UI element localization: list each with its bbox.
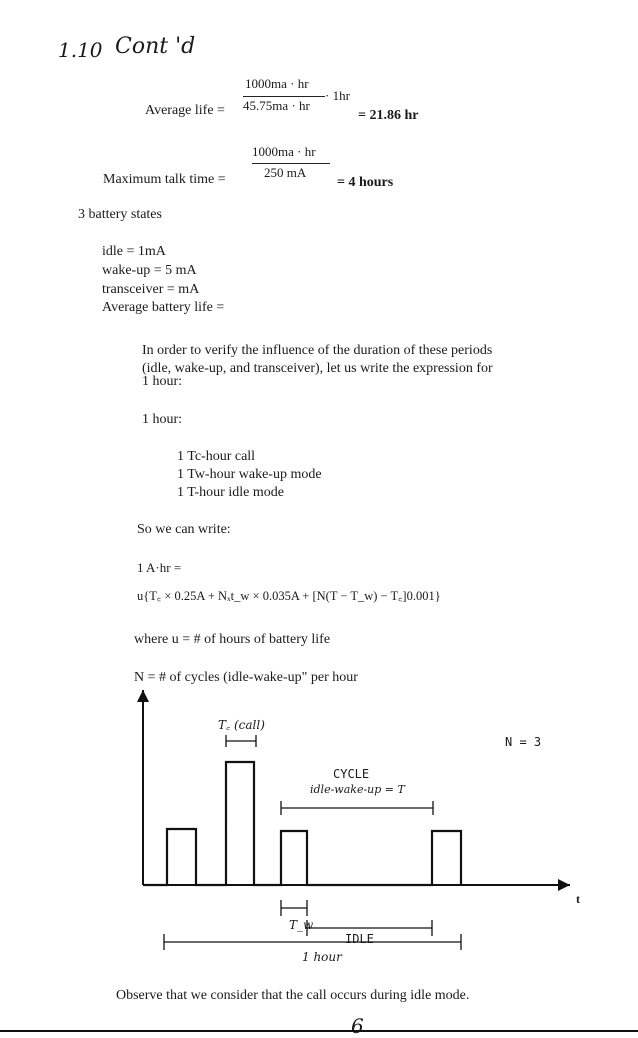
state-transceiver: transceiver = mA [102,282,200,297]
where-n-definition: N = # of cycles (idle-wake-up" per hour [134,670,358,685]
average-life-label: Average life = [145,103,225,118]
paragraph-line-1: In order to verify the influence of the duration of these periods [142,343,493,358]
section-number: 1.10 [58,38,103,62]
average-life-multiplier: · 1hr [325,88,350,103]
expression-rhs: u{T꜀ × 0.25A + Nₓt_w × 0.035A + [N(T − T_w) − T꜀]0.001} [137,589,441,603]
talk-time-result: = 4 hours [337,175,394,190]
expression-lhs: 1 A·hr = [137,560,182,575]
time-axis-label: t [576,892,580,906]
hour-span-label: 1 hour [302,950,342,964]
observation-text: Observe that we consider that the call occurs during idle mode. [116,988,470,1003]
average-life-numerator: 1000ma · hr [245,76,309,91]
hour-item-idle: 1 T-hour idle mode [177,485,284,500]
paragraph-line-3: 1 hour: [142,374,183,389]
idle-label: IDLE [345,932,374,946]
average-life-denominator: 45.75ma · hr [243,98,310,113]
battery-states-heading: 3 battery states [78,207,162,222]
cycle-sub-label: idle-wake-up = T [310,783,405,796]
talk-time-denominator: 250 mA [264,165,307,180]
current-waveform [143,762,461,885]
bottom-rule [0,1030,638,1032]
tc-call-label: T꜀ (call) [218,718,265,732]
so-we-can-write: So we can write: [137,522,231,537]
where-u-definition: where u = # of hours of battery life [134,632,331,647]
cycle-label: CYCLE [333,767,370,781]
hour-item-call: 1 Tc-hour call [177,449,256,464]
hour-heading: 1 hour: [142,412,183,427]
page-number: 6 [351,1014,364,1038]
state-idle: idle = 1mA [102,244,166,259]
average-life-result: = 21.86 hr [358,108,419,123]
paragraph-line-2: (idle, wake-up, and transceiver), let us write the expression for [142,361,493,376]
talk-time-label: Maximum talk time = [103,172,226,187]
state-average-battery-life: Average battery life = [102,300,225,315]
continued-label: Cont 'd [115,34,196,59]
hour-item-wake-up: 1 Tw-hour wake-up mode [177,467,322,482]
tw-label: T_w [289,918,314,932]
talk-time-numerator: 1000ma · hr [252,144,316,159]
n-equals-label: N = 3 [505,735,542,749]
state-wake-up: wake-up = 5 mA [102,263,197,278]
